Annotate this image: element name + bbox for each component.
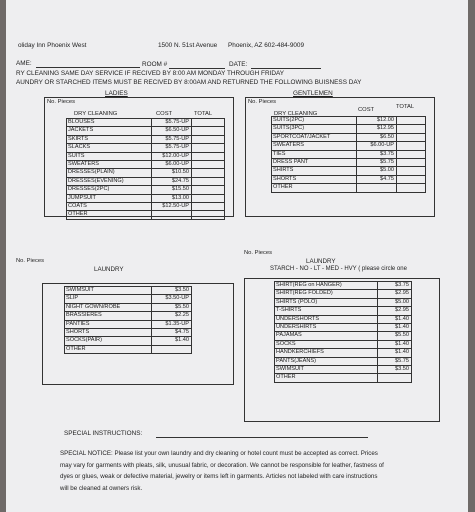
- item-name: TIES: [272, 150, 357, 158]
- special-notice-text: SPECIAL NOTICE: Please list your own laundry and dry cleaning or hotel count must be accepted as correct. Prices may vary for garments with pleats, silk, unusual fabric, or decoration. We cannot be responsible for leather, fastness of dyes or glues, weak or defective material, jewelry or items left in garments. Articles not labeled with care instructions will be cleaned at owners risk.: [60, 450, 384, 492]
- table-row: [275, 298, 412, 306]
- item-price: $6.00-UP: [152, 161, 192, 169]
- item-total-field[interactable]: [192, 127, 225, 135]
- item-name: SUITS(3PC): [272, 125, 357, 133]
- table-row: [65, 295, 192, 303]
- item-total-field[interactable]: [192, 144, 225, 152]
- table-row: [272, 159, 426, 167]
- table-row: [67, 119, 225, 127]
- table-row: [275, 349, 412, 357]
- item-name: SWEATERS: [272, 142, 357, 150]
- table-row: [275, 282, 412, 290]
- item-price: $5.50: [152, 303, 192, 311]
- gentlemen-total-header: TOTAL: [396, 104, 415, 110]
- item-name: BRASSIERES: [65, 312, 152, 320]
- item-price: $5.50: [378, 332, 412, 340]
- item-price: $5.75: [378, 357, 412, 365]
- item-total-field[interactable]: [397, 117, 426, 125]
- item-total-field[interactable]: [192, 203, 225, 211]
- table-row: [272, 125, 426, 133]
- item-name: JUMPSUIT: [67, 194, 152, 202]
- table-row: [67, 135, 225, 143]
- item-price: $5.00: [357, 167, 397, 175]
- table-row: [275, 340, 412, 348]
- item-total-field[interactable]: [192, 169, 225, 177]
- item-name: JACKETS: [67, 127, 152, 135]
- item-name: SWIMSUIT: [65, 287, 152, 295]
- table-row: [65, 312, 192, 320]
- table-row: [272, 175, 426, 183]
- item-name: UNDERSHIRTS: [275, 324, 378, 332]
- item-price: [152, 345, 192, 353]
- item-name: OTHER: [67, 211, 152, 219]
- item-price: $1.40: [378, 349, 412, 357]
- item-name: PANTS(JEANS): [275, 357, 378, 365]
- item-price: $4.75: [357, 175, 397, 183]
- ladies-laundry-table: [64, 286, 192, 354]
- item-total-field[interactable]: [397, 159, 426, 167]
- item-price: $12.95: [357, 125, 397, 133]
- item-total-field[interactable]: [192, 119, 225, 127]
- ladies-section-title: LADIES: [105, 90, 128, 97]
- table-row: [67, 169, 225, 177]
- item-name: SPORTCOAT/JACKET: [272, 133, 357, 141]
- ladies-total-header: TOTAL: [194, 111, 213, 117]
- item-price: $6.00-UP: [357, 142, 397, 150]
- item-name: SHORTS: [65, 329, 152, 337]
- table-row: [65, 287, 192, 295]
- ladies-dry-cleaning-table: [66, 118, 225, 220]
- hotel-name: oliday Inn Phoenix West: [18, 42, 87, 49]
- gentlemen-laundry-table: [274, 281, 412, 383]
- item-total-field[interactable]: [192, 161, 225, 169]
- table-row: [65, 345, 192, 353]
- ladies-laundry-header: LAUNDRY: [94, 266, 124, 273]
- hotel-city-phone: Phoenix, AZ 602-484-9009: [228, 42, 305, 49]
- room-number-field[interactable]: [169, 68, 225, 69]
- gentlemen-laundry-pieces-header: No. Pieces: [244, 250, 273, 256]
- item-name: SKIRTS: [67, 135, 152, 143]
- table-row: [67, 211, 225, 219]
- guest-name-field[interactable]: [36, 67, 140, 68]
- date-field[interactable]: [251, 68, 321, 69]
- table-row: [65, 329, 192, 337]
- item-total-field[interactable]: [397, 142, 426, 150]
- gentlemen-pieces-header: No. Pieces: [248, 99, 277, 105]
- item-name: PANTIES: [65, 320, 152, 328]
- table-row: [275, 307, 412, 315]
- item-total-field[interactable]: [397, 167, 426, 175]
- item-total-field[interactable]: [397, 133, 426, 141]
- table-row: [67, 152, 225, 160]
- gentlemen-item-header: DRY CLEANING: [274, 111, 318, 117]
- item-total-field[interactable]: [397, 184, 426, 192]
- item-price: $1.40: [152, 337, 192, 345]
- item-price: [378, 374, 412, 382]
- item-price: $5.75: [357, 159, 397, 167]
- item-total-field[interactable]: [397, 125, 426, 133]
- item-name: SLACKS: [67, 144, 152, 152]
- item-name: SHIRT(REG on HANGER): [275, 282, 378, 290]
- table-row: [275, 357, 412, 365]
- special-instructions-field[interactable]: [156, 437, 368, 438]
- item-name: SUITS: [67, 152, 152, 160]
- item-name: SOCKS: [275, 340, 378, 348]
- item-price: $15.50: [152, 186, 192, 194]
- date-label: DATE:: [229, 61, 248, 68]
- item-name: SWEATERS: [67, 161, 152, 169]
- item-price: $6.50-UP: [152, 127, 192, 135]
- item-price: $3.75: [378, 282, 412, 290]
- item-price: $24.75: [152, 177, 192, 185]
- table-row: [67, 194, 225, 202]
- table-row: [65, 320, 192, 328]
- item-price: $5.75-UP: [152, 144, 192, 152]
- ladies-pieces-header: No. Pieces: [47, 99, 76, 105]
- item-name: NIGHT GOWN/ROBE: [65, 303, 152, 311]
- item-total-field[interactable]: [192, 194, 225, 202]
- item-name: HANDKERCHIEFS: [275, 349, 378, 357]
- item-name: DRESSES(2PC): [67, 186, 152, 194]
- table-row: [275, 374, 412, 382]
- item-price: $5.75-UP: [152, 135, 192, 143]
- item-name: SLIP: [65, 295, 152, 303]
- item-name: SHIRTS: [272, 167, 357, 175]
- table-row: [275, 332, 412, 340]
- item-name: SUITS(2PC): [272, 117, 357, 125]
- item-price: $5.75-UP: [152, 119, 192, 127]
- item-price: [357, 184, 397, 192]
- item-name: COATS: [67, 203, 152, 211]
- item-name: SOCKS(PAIR): [65, 337, 152, 345]
- item-price: $1.40: [378, 315, 412, 323]
- item-name: PAJAMAS: [275, 332, 378, 340]
- laundry-form-page: [6, 0, 468, 512]
- item-price: $2.95: [378, 307, 412, 315]
- item-total-field[interactable]: [192, 186, 225, 194]
- table-row: [275, 290, 412, 298]
- gentlemen-cost-header: COST: [358, 107, 375, 113]
- item-name: UNDERSHORTS: [275, 315, 378, 323]
- item-price: $13.00: [152, 194, 192, 202]
- item-total-field[interactable]: [397, 175, 426, 183]
- ladies-laundry-pieces-header: No. Pieces: [16, 258, 45, 264]
- item-name: OTHER: [275, 374, 378, 382]
- item-price: $1.35-UP: [152, 320, 192, 328]
- item-total-field[interactable]: [192, 177, 225, 185]
- gentlemen-dry-cleaning-table: [271, 116, 426, 193]
- item-name: DRESSES(EVENING): [67, 177, 152, 185]
- item-total-field[interactable]: [192, 135, 225, 143]
- item-price: $3.50-UP: [152, 295, 192, 303]
- item-name: BLOUSES: [67, 119, 152, 127]
- guest-name-label: AME:: [16, 60, 32, 67]
- table-row: [272, 150, 426, 158]
- table-row: [272, 117, 426, 125]
- item-price: $12.00-UP: [152, 152, 192, 160]
- table-row: [272, 142, 426, 150]
- item-price: [152, 211, 192, 219]
- table-row: [275, 315, 412, 323]
- item-name: SHIRTS (POLO): [275, 298, 378, 306]
- item-price: $3.50: [378, 366, 412, 374]
- item-price: $2.95: [378, 290, 412, 298]
- table-row: [65, 337, 192, 345]
- table-row: [67, 144, 225, 152]
- item-price: $4.75: [152, 329, 192, 337]
- item-name: OTHER: [272, 184, 357, 192]
- table-row: [67, 186, 225, 194]
- item-total-field[interactable]: [192, 152, 225, 160]
- gentlemen-section-title: GENTLEMEN: [293, 90, 333, 97]
- ladies-item-header: DRY CLEANING: [74, 111, 118, 117]
- item-name: SHIRT(REG FOLDED): [275, 290, 378, 298]
- item-name: T-SHIRTS: [275, 307, 378, 315]
- item-price: $12.00: [357, 117, 397, 125]
- item-name: SWIMSUIT: [275, 366, 378, 374]
- table-row: [65, 303, 192, 311]
- item-name: OTHER: [65, 345, 152, 353]
- same-day-notice: RY CLEANING SAME DAY SERVICE IF RECIVED BY 8:00 AM MONDAY THROUGH FRIDAY: [16, 70, 285, 77]
- table-row: [272, 184, 426, 192]
- table-row: [275, 324, 412, 332]
- hotel-address: 1500 N. 51st Avenue: [158, 42, 218, 49]
- item-total-field[interactable]: [192, 211, 225, 219]
- table-row: [67, 177, 225, 185]
- table-row: [272, 167, 426, 175]
- item-price: $1.40: [378, 324, 412, 332]
- table-row: [67, 127, 225, 135]
- item-price: $5.00: [378, 298, 412, 306]
- item-name: DRESSES(PLAIN): [67, 169, 152, 177]
- item-price: $3.75: [357, 150, 397, 158]
- table-row: [67, 203, 225, 211]
- item-price: $6.50: [357, 133, 397, 141]
- item-price: $2.25: [152, 312, 192, 320]
- item-total-field[interactable]: [397, 150, 426, 158]
- room-label: ROOM #: [142, 61, 168, 68]
- item-name: SHORTS: [272, 175, 357, 183]
- table-row: [67, 161, 225, 169]
- item-price: $1.40: [378, 340, 412, 348]
- item-price: $3.50: [152, 287, 192, 295]
- gentlemen-laundry-header: LAUNDRY: [306, 258, 336, 265]
- starch-level-line[interactable]: STARCH - NO - LT - MED - HVY ( please circle one: [270, 266, 407, 272]
- table-row: [275, 366, 412, 374]
- special-instructions-label: SPECIAL INSTRUCTIONS:: [64, 430, 143, 437]
- item-name: DRESS PANT: [272, 159, 357, 167]
- item-price: $12.50-UP: [152, 203, 192, 211]
- ladies-cost-header: COST: [156, 111, 173, 117]
- item-price: $10.50: [152, 169, 192, 177]
- laundry-notice: AUNDRY OR STARCHED ITEMS MUST BE RECIVED BY 8:00AM AND RETURNED THE FOLLOWING BUISNESS DAY: [16, 79, 362, 86]
- table-row: [272, 133, 426, 141]
